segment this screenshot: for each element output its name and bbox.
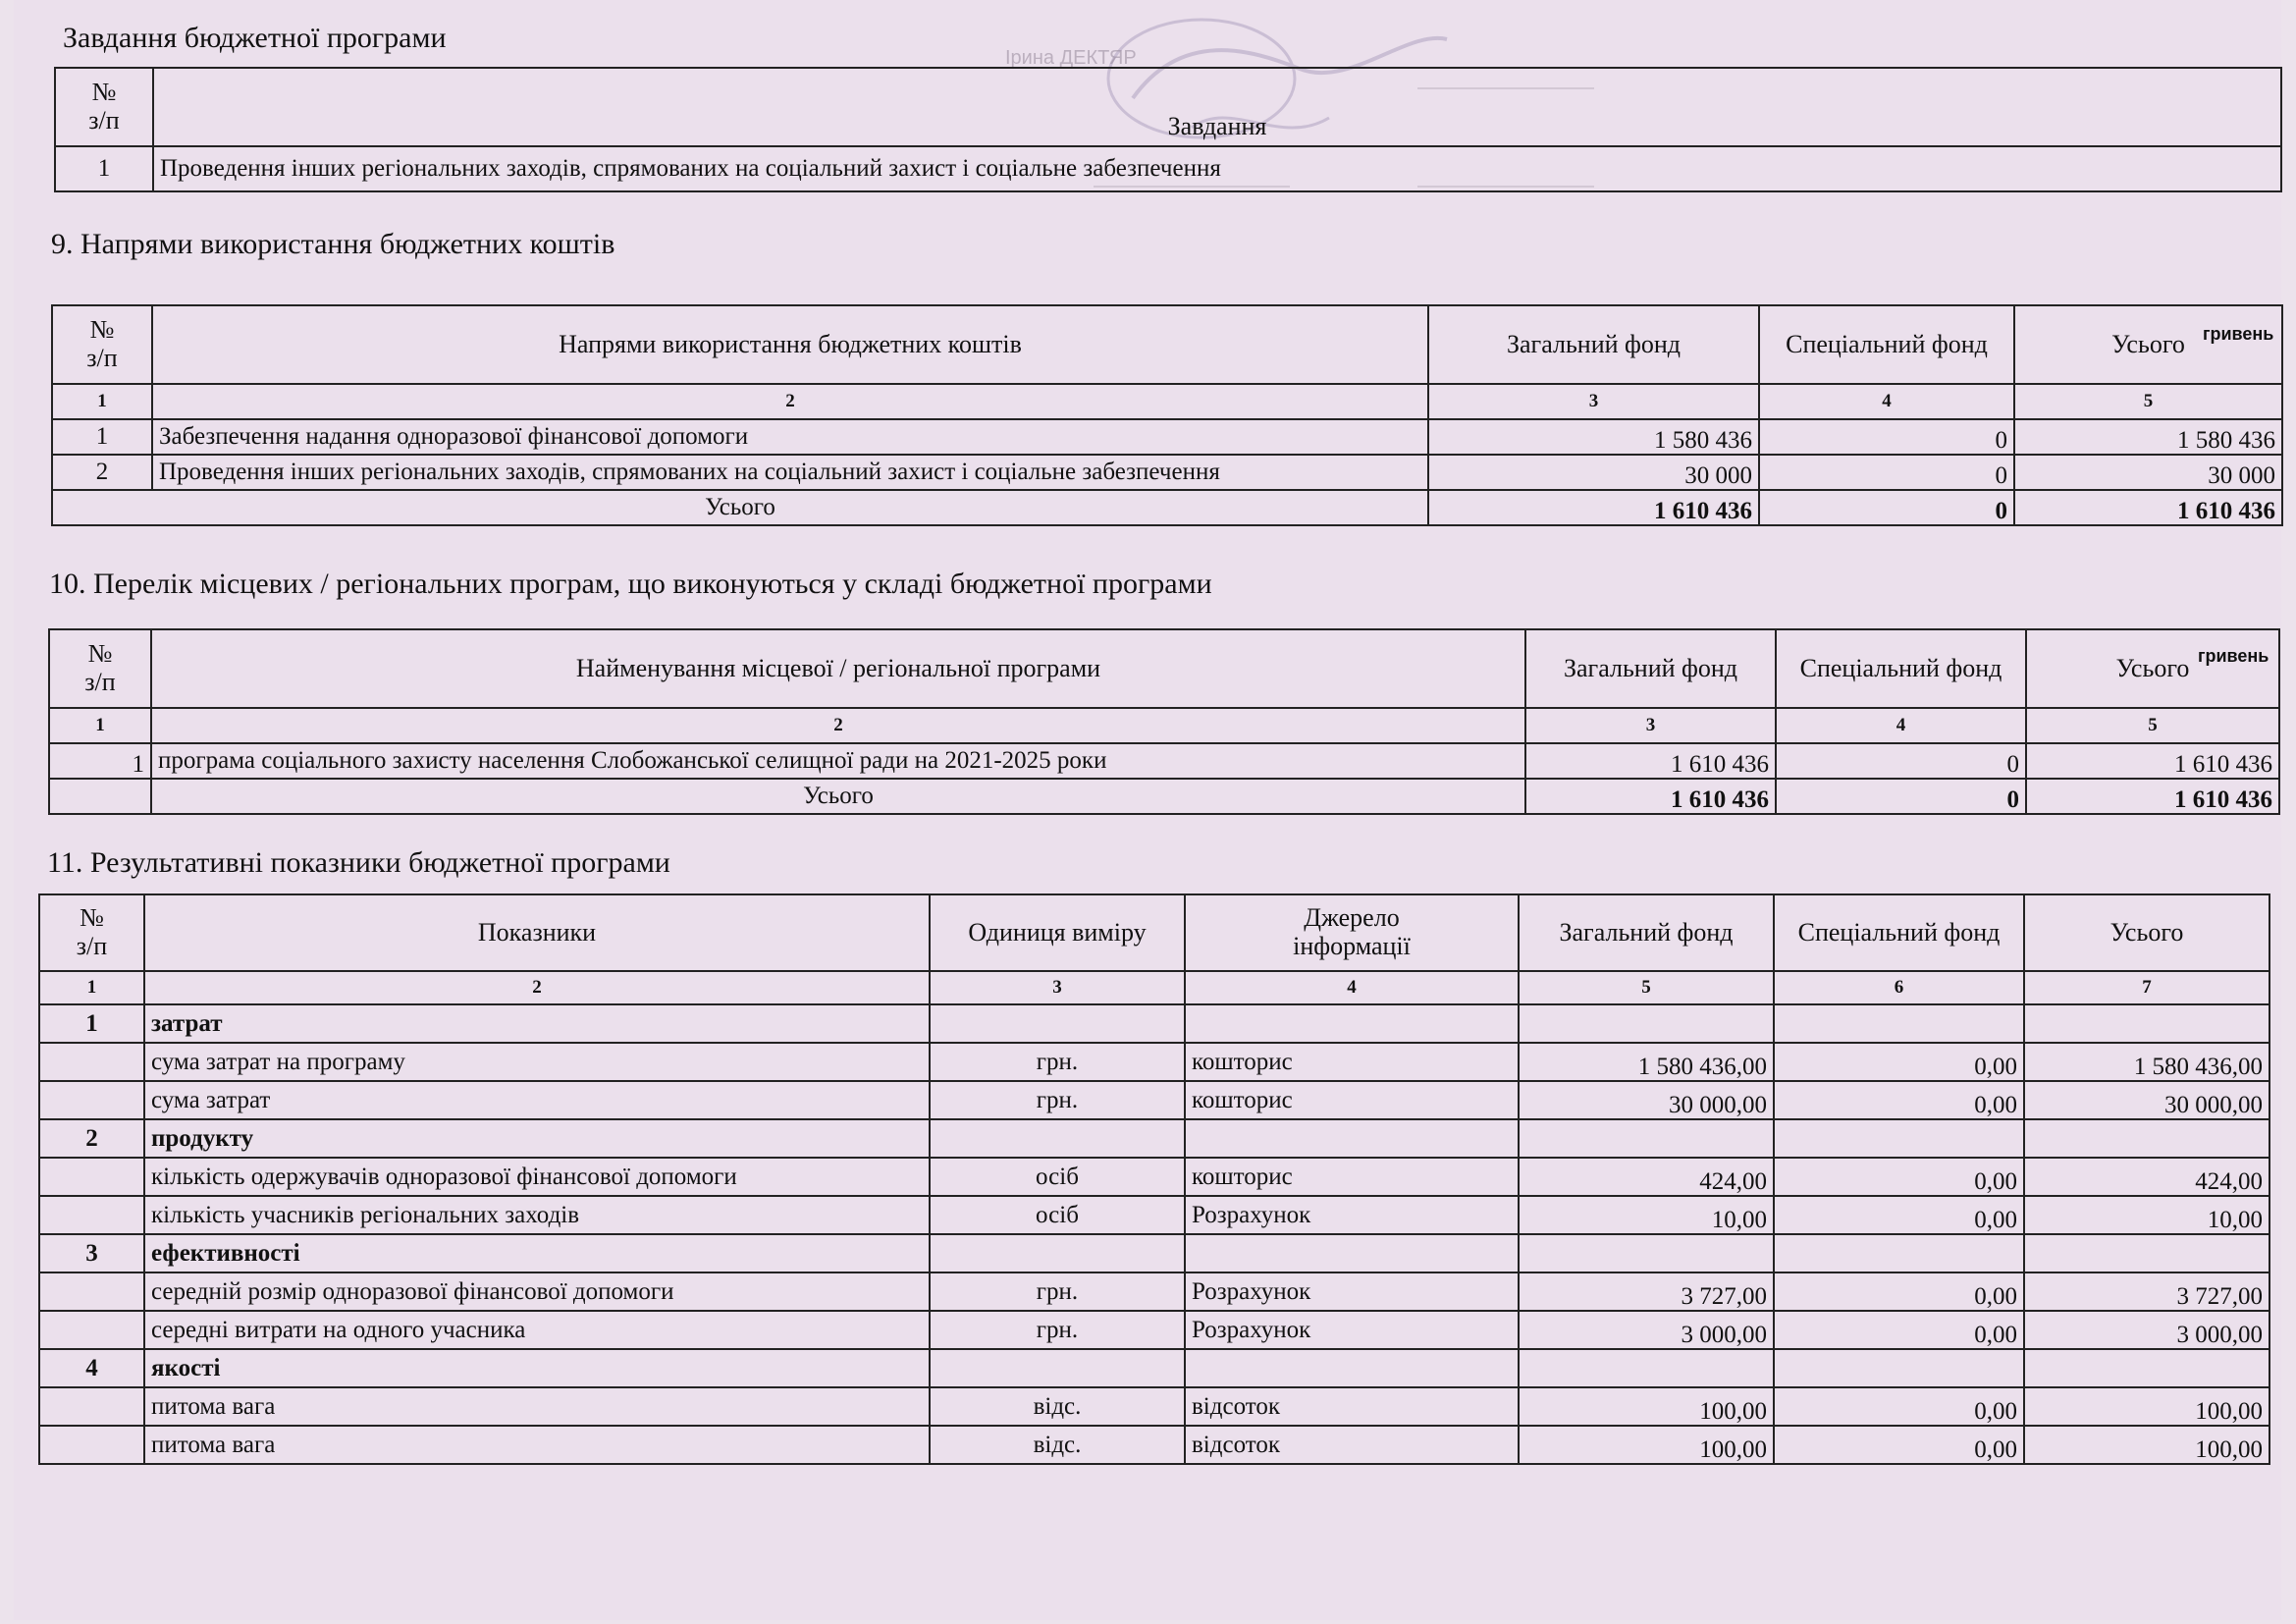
signatory-name: Ірина ДЕКТЯР [1005,47,1137,69]
s9-index-4: 4 [1759,384,2014,419]
s11-cell-general [1519,1234,1774,1272]
s11-cell-unit: відс. [930,1387,1185,1426]
section10-unit: гривень [2198,646,2269,666]
s11-cell-no: 2 [39,1119,144,1158]
s11-cell-name: сума затрат на програму [144,1043,930,1081]
s11-cell-name: продукту [144,1119,930,1158]
s11-cell-unit [930,1234,1185,1272]
s11-cell-name: середній розмір одноразової фінансової допомоги [144,1272,930,1311]
s11-cell-no [39,1158,144,1196]
s11-cell-total [2024,1119,2269,1158]
s11-cell-total: 10,00 [2024,1196,2269,1234]
s11-header-no: № з/п [39,894,144,971]
s11-cell-no [39,1196,144,1234]
s9-row2-name: Проведення інших регіональних заходів, спрямованих на соціальний захист і соціальне забезпечення [152,455,1428,490]
s9-index-1: 1 [52,384,152,419]
s11-cell-unit: грн. [930,1311,1185,1349]
s10-total-label: Усього [151,779,1525,814]
s11-header-special: Спеціальний фонд [1774,894,2024,971]
s11-cell-unit [930,1119,1185,1158]
s11-cell-no [39,1426,144,1464]
s11-cell-total: 424,00 [2024,1158,2269,1196]
s11-cell-unit: грн. [930,1043,1185,1081]
s11-cell-unit: грн. [930,1272,1185,1311]
s11-cell-no [39,1311,144,1349]
s11-cell-source: відсоток [1185,1387,1519,1426]
s9-row1-no: 1 [52,419,152,455]
s11-cell-unit [930,1004,1185,1043]
s9-header-special: Спеціальний фонд [1759,305,2014,384]
table-row [39,1311,2269,1349]
s11-cell-no [39,1387,144,1426]
s9-index-5: 5 [2014,384,2282,419]
table-row [52,419,2282,455]
s11-header-indicator: Показники [144,894,930,971]
section10-heading: 10. Перелік місцевих / регіональних програм, що виконуються у складі бюджетної програми [49,568,1212,600]
s10-index-3: 3 [1525,708,1776,743]
section10-table [48,628,2280,815]
s9-total-total: 1 610 436 [2014,490,2282,525]
s11-cell-total: 1 580 436,00 [2024,1043,2269,1081]
s11-cell-total: 3 727,00 [2024,1272,2269,1311]
s11-cell-name: кількість учасників регіональних заходів [144,1196,930,1234]
s11-cell-name: питома вага [144,1387,930,1426]
table-row [39,1387,2269,1426]
tasks-heading: Завдання бюджетної програми [63,22,447,54]
section11-table [38,893,2270,1465]
s10-row1-general: 1 610 436 [1525,743,1776,779]
table-row [39,1081,2269,1119]
s9-row1-special: 0 [1759,419,2014,455]
s10-row1-name: програма соціального захисту населення Слобожанської селищної ради на 2021-2025 роки [151,743,1525,779]
s11-cell-general: 424,00 [1519,1158,1774,1196]
s11-cell-unit [930,1349,1185,1387]
s11-cell-no [39,1272,144,1311]
tasks-col-no: № з/п [55,68,153,146]
s9-header-total: Усього [2014,305,2282,384]
s11-cell-unit: відс. [930,1426,1185,1464]
s9-row1-general: 1 580 436 [1428,419,1759,455]
s11-index-4: 4 [1185,971,1519,1004]
s11-cell-general [1519,1004,1774,1043]
s11-cell-name: середні витрати на одного учасника [144,1311,930,1349]
s10-total-total: 1 610 436 [2026,779,2279,814]
indicator-group-row [39,1349,2269,1387]
s11-cell-no [39,1081,144,1119]
s11-cell-special: 0,00 [1774,1081,2024,1119]
s11-cell-no: 3 [39,1234,144,1272]
s11-cell-general: 3 000,00 [1519,1311,1774,1349]
s11-cell-source: Розрахунок [1185,1311,1519,1349]
s10-index-1: 1 [49,708,151,743]
tasks-row-no: 1 [55,146,153,191]
s11-cell-source: кошторис [1185,1043,1519,1081]
tasks-row-text: Проведення інших регіональних заходів, спрямованих на соціальний захист і соціальне забезпечення [153,146,2281,191]
table-row [39,1158,2269,1196]
section9-table [51,304,2283,526]
document-page [14,0,2281,1620]
s11-cell-total [2024,1004,2269,1043]
section11-heading: 11. Результативні показники бюджетної програми [47,846,670,879]
total-row [49,779,2279,814]
tasks-table [54,67,2282,192]
s11-cell-special [1774,1119,2024,1158]
s11-cell-total: 100,00 [2024,1387,2269,1426]
s11-cell-name: кількість одержувачів одноразової фінансової допомоги [144,1158,930,1196]
s10-row1-special: 0 [1776,743,2026,779]
s11-cell-special: 0,00 [1774,1426,2024,1464]
s11-cell-total: 30 000,00 [2024,1081,2269,1119]
indicator-group-row [39,1119,2269,1158]
table-row [52,455,2282,490]
table-row [39,1426,2269,1464]
s11-cell-name: затрат [144,1004,930,1043]
s11-index-6: 6 [1774,971,2024,1004]
s9-header-general: Загальний фонд [1428,305,1759,384]
s11-cell-source: кошторис [1185,1081,1519,1119]
s11-cell-unit: грн. [930,1081,1185,1119]
s10-header-total: Усього [2026,629,2279,708]
s11-cell-unit: осіб [930,1158,1185,1196]
s11-cell-source [1185,1349,1519,1387]
s10-index-2: 2 [151,708,1525,743]
s11-header-source: Джерело інформації [1185,894,1519,971]
s11-cell-total [2024,1234,2269,1272]
s11-cell-special: 0,00 [1774,1272,2024,1311]
s10-total-special: 0 [1776,779,2026,814]
s11-cell-name: якості [144,1349,930,1387]
s11-header-general: Загальний фонд [1519,894,1774,971]
s10-header-special: Спеціальний фонд [1776,629,2026,708]
s11-cell-source: Розрахунок [1185,1272,1519,1311]
s9-row2-no: 2 [52,455,152,490]
s11-cell-special: 0,00 [1774,1311,2024,1349]
s11-cell-total: 100,00 [2024,1426,2269,1464]
s11-cell-special: 0,00 [1774,1158,2024,1196]
s11-index-7: 7 [2024,971,2269,1004]
s11-cell-name: сума затрат [144,1081,930,1119]
s10-header-name: Найменування місцевої / регіональної програми [151,629,1525,708]
s11-cell-special: 0,00 [1774,1387,2024,1426]
s11-index-1: 1 [39,971,144,1004]
s11-cell-special [1774,1234,2024,1272]
s11-cell-total: 3 000,00 [2024,1311,2269,1349]
section9-unit: гривень [2203,324,2274,344]
s11-cell-total [2024,1349,2269,1387]
s11-index-2: 2 [144,971,930,1004]
s11-cell-source [1185,1119,1519,1158]
s9-header-name: Напрями використання бюджетних коштів [152,305,1428,384]
s11-cell-unit: осіб [930,1196,1185,1234]
s10-index-4: 4 [1776,708,2026,743]
s11-cell-source [1185,1004,1519,1043]
s11-cell-general: 1 580 436,00 [1519,1043,1774,1081]
s11-cell-source [1185,1234,1519,1272]
s10-index-5: 5 [2026,708,2279,743]
s11-cell-general: 100,00 [1519,1387,1774,1426]
s11-cell-general: 100,00 [1519,1426,1774,1464]
total-row [52,490,2282,525]
s10-total-general: 1 610 436 [1525,779,1776,814]
s11-cell-no: 1 [39,1004,144,1043]
s10-header-no: № з/п [49,629,151,708]
s9-index-2: 2 [152,384,1428,419]
table-row [55,146,2281,191]
s10-row1-total: 1 610 436 [2026,743,2279,779]
s11-cell-source: Розрахунок [1185,1196,1519,1234]
s11-cell-general: 30 000,00 [1519,1081,1774,1119]
s11-cell-special [1774,1349,2024,1387]
s9-header-no: № з/п [52,305,152,384]
s11-cell-no [39,1043,144,1081]
s11-cell-general [1519,1119,1774,1158]
s9-row1-total: 1 580 436 [2014,419,2282,455]
s11-index-5: 5 [1519,971,1774,1004]
table-row [39,1272,2269,1311]
s11-cell-source: кошторис [1185,1158,1519,1196]
s9-row2-general: 30 000 [1428,455,1759,490]
s11-cell-general: 10,00 [1519,1196,1774,1234]
s9-total-label: Усього [52,490,1428,525]
s11-cell-name: ефективності [144,1234,930,1272]
s11-index-3: 3 [930,971,1185,1004]
s9-total-special: 0 [1759,490,2014,525]
s11-header-total: Усього [2024,894,2269,971]
table-row [39,1196,2269,1234]
s9-row1-name: Забезпечення надання одноразової фінансової допомоги [152,419,1428,455]
s11-cell-general [1519,1349,1774,1387]
s9-row2-special: 0 [1759,455,2014,490]
s11-cell-no: 4 [39,1349,144,1387]
s11-cell-special: 0,00 [1774,1196,2024,1234]
tasks-col-task: Завдання [153,68,2281,146]
s10-row1-no: 1 [49,743,151,779]
s11-cell-special: 0,00 [1774,1043,2024,1081]
s11-cell-general: 3 727,00 [1519,1272,1774,1311]
table-row [39,1043,2269,1081]
s11-cell-source: відсоток [1185,1426,1519,1464]
s11-cell-special [1774,1004,2024,1043]
s10-header-general: Загальний фонд [1525,629,1776,708]
s11-body [39,1004,2269,1464]
s11-cell-name: питома вага [144,1426,930,1464]
s9-total-general: 1 610 436 [1428,490,1759,525]
indicator-group-row [39,1004,2269,1043]
section9-heading: 9. Напрями використання бюджетних коштів [51,228,615,260]
indicator-group-row [39,1234,2269,1272]
table-row [49,743,2279,779]
s11-header-unit: Одиниця виміру [930,894,1185,971]
s9-row2-total: 30 000 [2014,455,2282,490]
s9-index-3: 3 [1428,384,1759,419]
